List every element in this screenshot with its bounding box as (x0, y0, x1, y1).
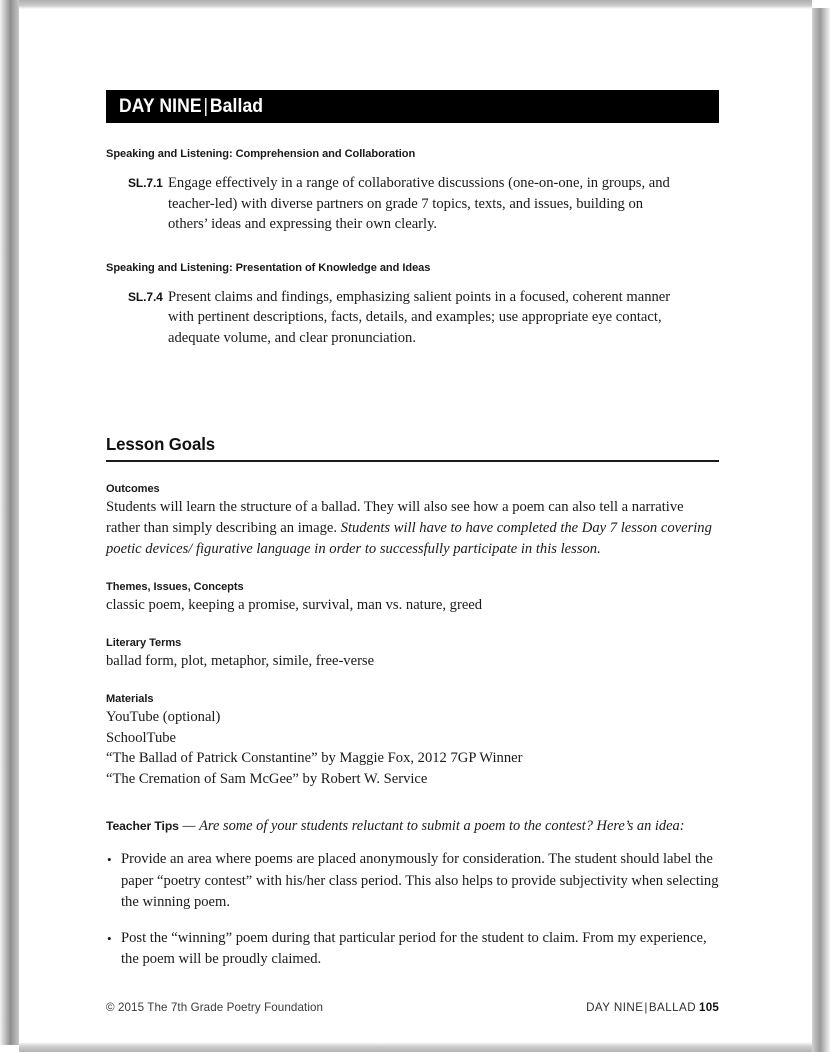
footer-separator: | (644, 1001, 648, 1014)
day-banner-topic: Ballad (209, 95, 264, 117)
outcomes-block (106, 483, 719, 560)
standard-row (106, 287, 719, 349)
materials-block (106, 693, 719, 789)
literary-terms-text: ballad form, plot, metaphor, simile, free-verse (106, 653, 375, 669)
bullet-icon: • (107, 930, 112, 946)
footer-page-number: 105 (699, 1001, 719, 1014)
standard-text: Present claims and findings, emphasizing salient points in a focused, coherent manner with pertinent descriptions, facts, details, and examples; use appropriate eye contact, adequate volume, and clear pronunciation. (168, 288, 671, 346)
teacher-tips-dash: — (178, 818, 200, 835)
lesson-goals-title: Lesson Goals (106, 434, 216, 454)
standards-section (106, 148, 719, 348)
literary-terms-block (106, 637, 719, 672)
teacher-tips-intro: Are some of your students reluctant to submit a poem to the contest? Here’s an idea: (199, 818, 685, 835)
outcomes-heading: Outcomes (106, 483, 160, 495)
themes-block (106, 581, 719, 616)
literary-terms-heading: Literary Terms (106, 637, 182, 649)
standard-block-1 (106, 148, 719, 235)
footer-page-label (586, 1001, 719, 1014)
lesson-goals-section (106, 434, 719, 789)
page-content (106, 90, 719, 971)
document-page (19, 9, 812, 1042)
list-item (106, 928, 719, 971)
materials-item: SchoolTube (106, 729, 177, 746)
outcomes-text (106, 497, 719, 560)
day-banner-day: DAY NINE (119, 95, 202, 117)
materials-item: “The Cremation of Sam McGee” by Robert W. Service (106, 770, 428, 787)
day-banner-separator: | (203, 95, 209, 117)
teacher-tip-text: Provide an area where poems are placed anonymously for consideration. The student should label the paper “poetry contest” with his/her class period. This also helps to provide subjectivity when selecting the winning poem. (121, 851, 719, 911)
materials-heading: Materials (106, 693, 154, 705)
day-banner-title (119, 95, 263, 118)
outcomes-text-plain: Students will learn the structure of a ballad. They will also see how a poem can also tell a narrative rather than simply describing an image. (106, 499, 684, 536)
standard-block-2 (106, 262, 719, 349)
teacher-tips-heading (106, 818, 719, 835)
page-shadow-right (812, 8, 830, 1052)
standard-code: SL.7.1 (128, 176, 163, 190)
standard-heading: Speaking and Listening: Presentation of Knowledge and Ideas (106, 261, 431, 274)
teacher-tip-text: Post the “winning” poem during that particular period for the student to claim. From my experience, the poem will be proudly claimed. (121, 929, 707, 968)
page-shadow-top (19, 0, 812, 9)
footer-day: DAY NINE (586, 1001, 644, 1014)
teacher-tips-section (106, 818, 719, 971)
footer-copyright: © 2015 The 7th Grade Poetry Foundation (106, 1001, 324, 1014)
materials-item: “The Ballad of Patrick Constantine” by Maggie Fox, 2012 7GP Winner (106, 750, 523, 767)
bullet-icon: • (107, 852, 112, 868)
outcomes-text-italic: Students will have to have completed the Day 7 lesson covering poetic devices/ figurative language in order to successfully participate in this lesson. (106, 520, 712, 557)
page-footer (106, 1001, 719, 1014)
list-item (106, 849, 719, 914)
themes-heading: Themes, Issues, Concepts (106, 581, 244, 593)
footer-topic: BALLAD (648, 1001, 697, 1014)
standard-text: Engage effectively in a range of collaborative discussions (one-on-one, in groups, and teacher-led) with diverse partners on grade 7 topics, texts, and issues, building on others’ ideas and expressing their own clearly. (168, 175, 670, 232)
standard-code: SL.7.4 (128, 289, 163, 304)
standard-row (106, 173, 719, 235)
materials-item: YouTube (optional) (106, 709, 221, 725)
themes-text: classic poem, keeping a promise, survival, man vs. nature, greed (106, 597, 483, 613)
page-shadow-bottom (19, 1042, 812, 1052)
day-banner (106, 90, 719, 123)
teacher-tips-label: Teacher Tips (106, 819, 179, 834)
standard-heading: Speaking and Listening: Comprehension and Collaboration (106, 148, 416, 160)
page-shadow-left (0, 0, 19, 1045)
